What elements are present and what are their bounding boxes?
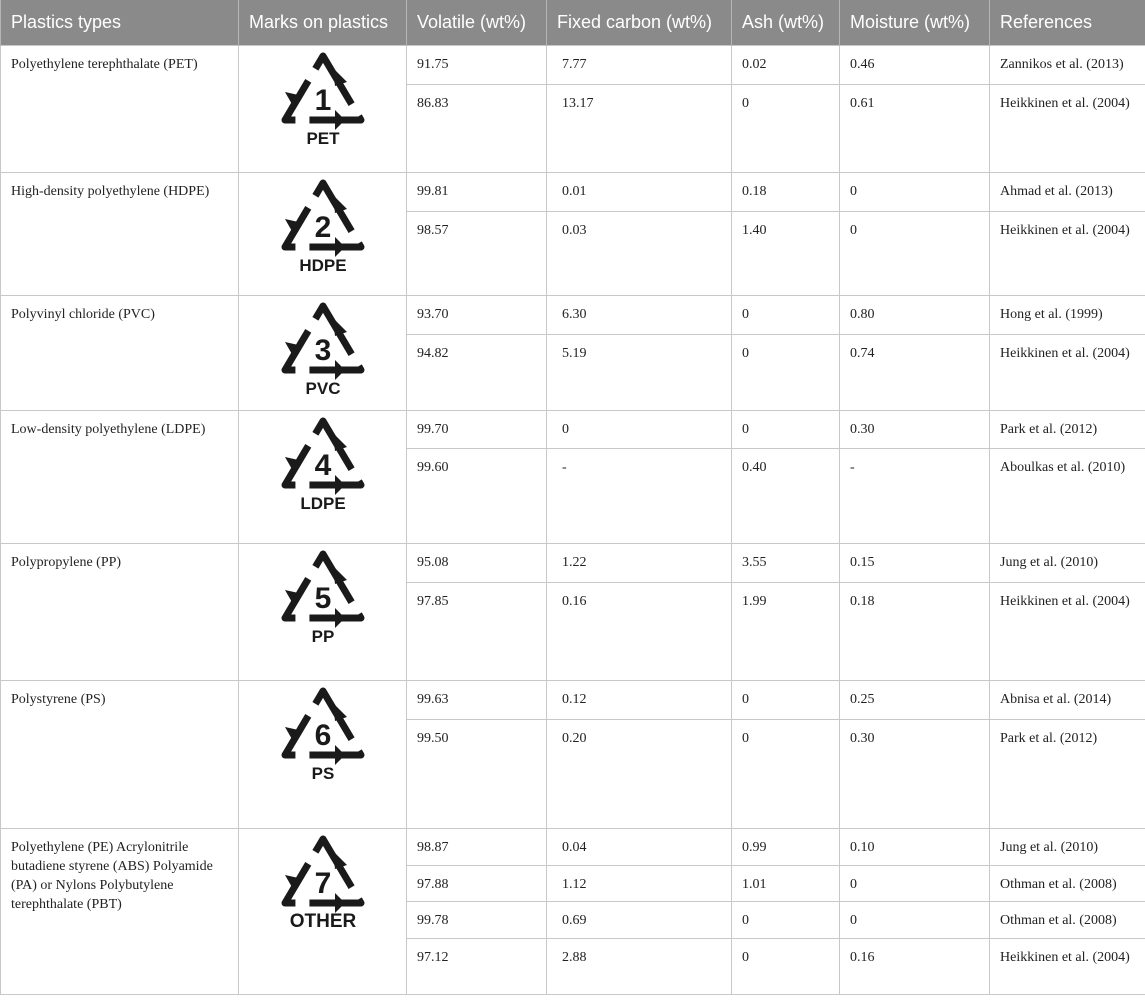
plastic-mark-cell <box>239 829 407 995</box>
reference-cell: Ahmad et al. (2013) <box>990 173 1145 212</box>
reference-cell: Heikkinen et al. (2004) <box>990 939 1145 995</box>
plastic-mark-cell <box>239 681 407 829</box>
volatile-cell: 98.57 <box>407 212 547 296</box>
table-row <box>1 681 1145 720</box>
recycling-triangle-icon <box>263 681 383 801</box>
plastic-type-cell: Polyethylene terephthalate (PET) <box>1 46 239 173</box>
moisture-cell: 0 <box>840 173 990 212</box>
volatile-cell: 97.88 <box>407 866 547 902</box>
fixed-carbon-cell: 6.30 <box>547 296 732 335</box>
header-row <box>1 0 1145 46</box>
fixed-carbon-cell: 5.19 <box>547 335 732 411</box>
ash-cell: 0 <box>732 411 840 449</box>
recycling-triangle-icon <box>263 544 383 664</box>
plastic-type-cell: High-density polyethylene (HDPE) <box>1 173 239 296</box>
volatile-cell: 86.83 <box>407 85 547 173</box>
moisture-cell: 0.18 <box>840 583 990 681</box>
plastic-mark-cell <box>239 46 407 173</box>
recycling-triangle-icon <box>263 296 383 404</box>
ash-cell: 0.18 <box>732 173 840 212</box>
ash-cell: 0 <box>732 335 840 411</box>
ash-cell: 0.40 <box>732 449 840 544</box>
resin-code-label: LDPE <box>299 494 346 513</box>
ash-cell: 0 <box>732 296 840 335</box>
volatile-cell: 99.50 <box>407 720 547 829</box>
resin-code-label: HDPE <box>298 256 347 275</box>
fixed-carbon-cell: 0.04 <box>547 829 732 866</box>
table-row <box>1 296 1145 335</box>
resin-code-number: 4 <box>314 449 331 482</box>
plastic-type-cell: Polyvinyl chloride (PVC) <box>1 296 239 411</box>
resin-code-number: 2 <box>314 211 331 244</box>
moisture-cell: 0.80 <box>840 296 990 335</box>
moisture-cell: 0.16 <box>840 939 990 995</box>
resin-code-label: PET <box>305 129 340 148</box>
volatile-cell: 94.82 <box>407 335 547 411</box>
fixed-carbon-cell: 2.88 <box>547 939 732 995</box>
volatile-cell: 93.70 <box>407 296 547 335</box>
volatile-cell: 99.63 <box>407 681 547 720</box>
reference-cell: Aboulkas et al. (2010) <box>990 449 1145 544</box>
volatile-cell: 99.60 <box>407 449 547 544</box>
ash-cell: 0.02 <box>732 46 840 85</box>
plastic-type-cell: Polyethylene (PE) Acrylonitrile butadiene styrene (ABS) Polyamide (PA) or Nylons Polybutylene terephthalate (PBT) <box>1 829 239 995</box>
recycling-triangle-icon <box>263 173 383 285</box>
ash-cell: 1.01 <box>732 866 840 902</box>
reference-cell: Othman et al. (2008) <box>990 866 1145 902</box>
reference-cell: Jung et al. (2010) <box>990 829 1145 866</box>
resin-code-label: PP <box>311 627 334 646</box>
moisture-cell: 0 <box>840 212 990 296</box>
recycling-triangle-icon <box>263 829 383 959</box>
fixed-carbon-cell: 0.20 <box>547 720 732 829</box>
moisture-cell: 0.74 <box>840 335 990 411</box>
volatile-cell: 99.81 <box>407 173 547 212</box>
reference-cell: Heikkinen et al. (2004) <box>990 335 1145 411</box>
table-row <box>1 829 1145 866</box>
ash-cell: 0 <box>732 681 840 720</box>
resin-code-number: 3 <box>314 334 331 367</box>
plastic-mark-cell <box>239 544 407 681</box>
reference-cell: Hong et al. (1999) <box>990 296 1145 335</box>
moisture-cell: 0.30 <box>840 411 990 449</box>
reference-cell: Park et al. (2012) <box>990 411 1145 449</box>
volatile-cell: 97.12 <box>407 939 547 995</box>
ash-cell: 0 <box>732 902 840 939</box>
table-row <box>1 544 1145 583</box>
ash-cell: 0 <box>732 939 840 995</box>
header-volatile: Volatile (wt%) <box>407 0 547 46</box>
fixed-carbon-cell: 7.77 <box>547 46 732 85</box>
fixed-carbon-cell: 0.01 <box>547 173 732 212</box>
ash-cell: 0 <box>732 720 840 829</box>
fixed-carbon-cell: 0.12 <box>547 681 732 720</box>
moisture-cell: 0.30 <box>840 720 990 829</box>
ash-cell: 0.99 <box>732 829 840 866</box>
fixed-carbon-cell: - <box>547 449 732 544</box>
fixed-carbon-cell: 0.69 <box>547 902 732 939</box>
ash-cell: 1.99 <box>732 583 840 681</box>
reference-cell: Othman et al. (2008) <box>990 902 1145 939</box>
table-row <box>1 173 1145 212</box>
resin-code-number: 7 <box>314 867 331 900</box>
header-moisture: Moisture (wt%) <box>840 0 990 46</box>
reference-cell: Heikkinen et al. (2004) <box>990 583 1145 681</box>
header-plastics-types: Plastics types <box>1 0 239 46</box>
ash-cell: 1.40 <box>732 212 840 296</box>
plastic-type-cell: Low-density polyethylene (LDPE) <box>1 411 239 544</box>
fixed-carbon-cell: 1.22 <box>547 544 732 583</box>
fixed-carbon-cell: 0.16 <box>547 583 732 681</box>
moisture-cell: 0 <box>840 902 990 939</box>
table-row <box>1 411 1145 449</box>
header-fixed-carbon: Fixed carbon (wt%) <box>547 0 732 46</box>
header-references: References <box>990 0 1145 46</box>
volatile-cell: 97.85 <box>407 583 547 681</box>
moisture-cell: - <box>840 449 990 544</box>
resin-code-number: 5 <box>314 582 331 615</box>
volatile-cell: 98.87 <box>407 829 547 866</box>
reference-cell: Heikkinen et al. (2004) <box>990 212 1145 296</box>
resin-code-number: 6 <box>314 719 331 752</box>
plastic-mark-cell <box>239 296 407 411</box>
plastic-mark-cell <box>239 173 407 296</box>
plastic-mark-cell <box>239 411 407 544</box>
plastic-type-cell: Polystyrene (PS) <box>1 681 239 829</box>
fixed-carbon-cell: 0.03 <box>547 212 732 296</box>
recycling-triangle-icon <box>263 411 383 531</box>
volatile-cell: 99.70 <box>407 411 547 449</box>
reference-cell: Heikkinen et al. (2004) <box>990 85 1145 173</box>
plastic-type-cell: Polypropylene (PP) <box>1 544 239 681</box>
table-row <box>1 46 1145 85</box>
volatile-cell: 99.78 <box>407 902 547 939</box>
resin-code-label: PS <box>311 764 334 783</box>
recycling-triangle-icon <box>263 46 383 166</box>
reference-cell: Jung et al. (2010) <box>990 544 1145 583</box>
reference-cell: Abnisa et al. (2014) <box>990 681 1145 720</box>
resin-code-number: 1 <box>314 84 331 117</box>
moisture-cell: 0 <box>840 866 990 902</box>
moisture-cell: 0.61 <box>840 85 990 173</box>
moisture-cell: 0.10 <box>840 829 990 866</box>
fixed-carbon-cell: 13.17 <box>547 85 732 173</box>
moisture-cell: 0.46 <box>840 46 990 85</box>
fixed-carbon-cell: 0 <box>547 411 732 449</box>
reference-cell: Park et al. (2012) <box>990 720 1145 829</box>
header-ash: Ash (wt%) <box>732 0 840 46</box>
volatile-cell: 91.75 <box>407 46 547 85</box>
fixed-carbon-cell: 1.12 <box>547 866 732 902</box>
moisture-cell: 0.15 <box>840 544 990 583</box>
moisture-cell: 0.25 <box>840 681 990 720</box>
resin-code-label: PVC <box>305 379 340 398</box>
volatile-cell: 95.08 <box>407 544 547 583</box>
ash-cell: 3.55 <box>732 544 840 583</box>
resin-code-label: OTHER <box>289 911 356 932</box>
header-marks: Marks on plastics <box>239 0 407 46</box>
ash-cell: 0 <box>732 85 840 173</box>
reference-cell: Zannikos et al. (2013) <box>990 46 1145 85</box>
